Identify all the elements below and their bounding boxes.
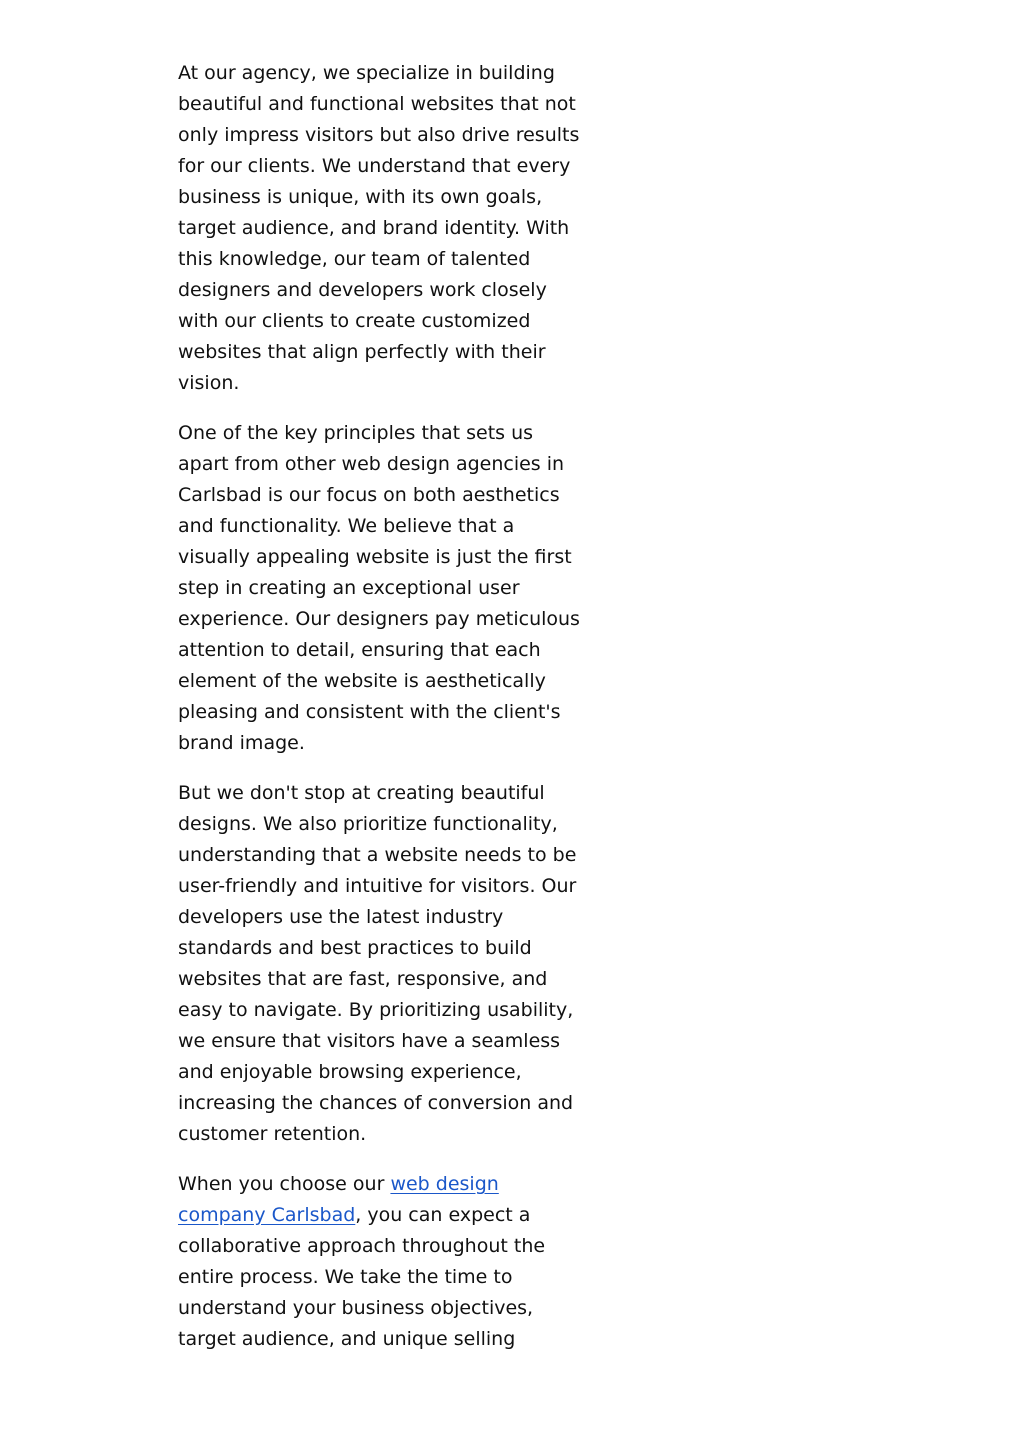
text-line: with our clients to create customized [178,310,531,332]
text-line: entire process. We take the time to [178,1266,513,1288]
text-line: websites that align perfectly with their [178,341,546,363]
text-line: standards and best practices to build [178,937,532,959]
text-line: designs. We also prioritize functionality, [178,813,558,835]
text-line: designers and developers work closely [178,279,547,301]
text-line: business is unique, with its own goals, [178,186,543,208]
text-line: user-friendly and intuitive for visitors. Our [178,875,577,897]
text-segment: , you can expect a [355,1204,531,1226]
text-line-with-link [178,1200,578,1231]
text-line: websites that are fast, responsive, and [178,968,548,990]
text-line: experience. Our designers pay meticulous [178,608,580,630]
text-line: developers use the latest industry [178,906,504,928]
text-line: attention to detail, ensuring that each [178,639,541,661]
text-line-with-link [178,1169,578,1200]
text-line: for our clients. We understand that every [178,155,571,177]
web-design-company-link[interactable]: web design [390,1173,499,1195]
text-line: understand your business objectives, [178,1297,534,1319]
text-line: this knowledge, our team of talented [178,248,531,270]
text-line: visually appealing website is just the first [178,546,572,568]
text-line: target audience, and unique selling [178,1328,516,1350]
text-line: collaborative approach throughout the [178,1235,546,1257]
text-line: increasing the chances of conversion and [178,1092,574,1114]
paragraph-functionality [178,778,578,1150]
web-design-company-link-continued[interactable]: company Carlsbad [178,1204,356,1226]
text-line: only impress visitors but also drive results [178,124,580,146]
text-line: vision. [178,372,240,394]
paragraph-agency-intro [178,58,578,399]
text-line: element of the website is aesthetically [178,670,546,692]
text-line: understanding that a website needs to be [178,844,577,866]
text-line: target audience, and brand identity. With [178,217,570,239]
text-segment: When you choose our [178,1173,391,1195]
text-line: and functionality. We believe that a [178,515,515,537]
paragraph-collaboration [178,1169,578,1355]
text-line: brand image. [178,732,305,754]
article-body [178,58,578,1374]
text-line: pleasing and consistent with the client's [178,701,561,723]
text-line: One of the key principles that sets us [178,422,534,444]
text-line: Carlsbad is our focus on both aesthetics [178,484,560,506]
text-line: But we don't stop at creating beautiful [178,782,545,804]
text-line: easy to navigate. By prioritizing usability, [178,999,574,1021]
paragraph-key-principles [178,418,578,759]
text-line: and enjoyable browsing experience, [178,1061,522,1083]
text-line: beautiful and functional websites that not [178,93,576,115]
text-line: we ensure that visitors have a seamless [178,1030,561,1052]
text-line: customer retention. [178,1123,367,1145]
text-line: step in creating an exceptional user [178,577,520,599]
text-line: apart from other web design agencies in [178,453,565,475]
text-line: At our agency, we specialize in building [178,62,555,84]
